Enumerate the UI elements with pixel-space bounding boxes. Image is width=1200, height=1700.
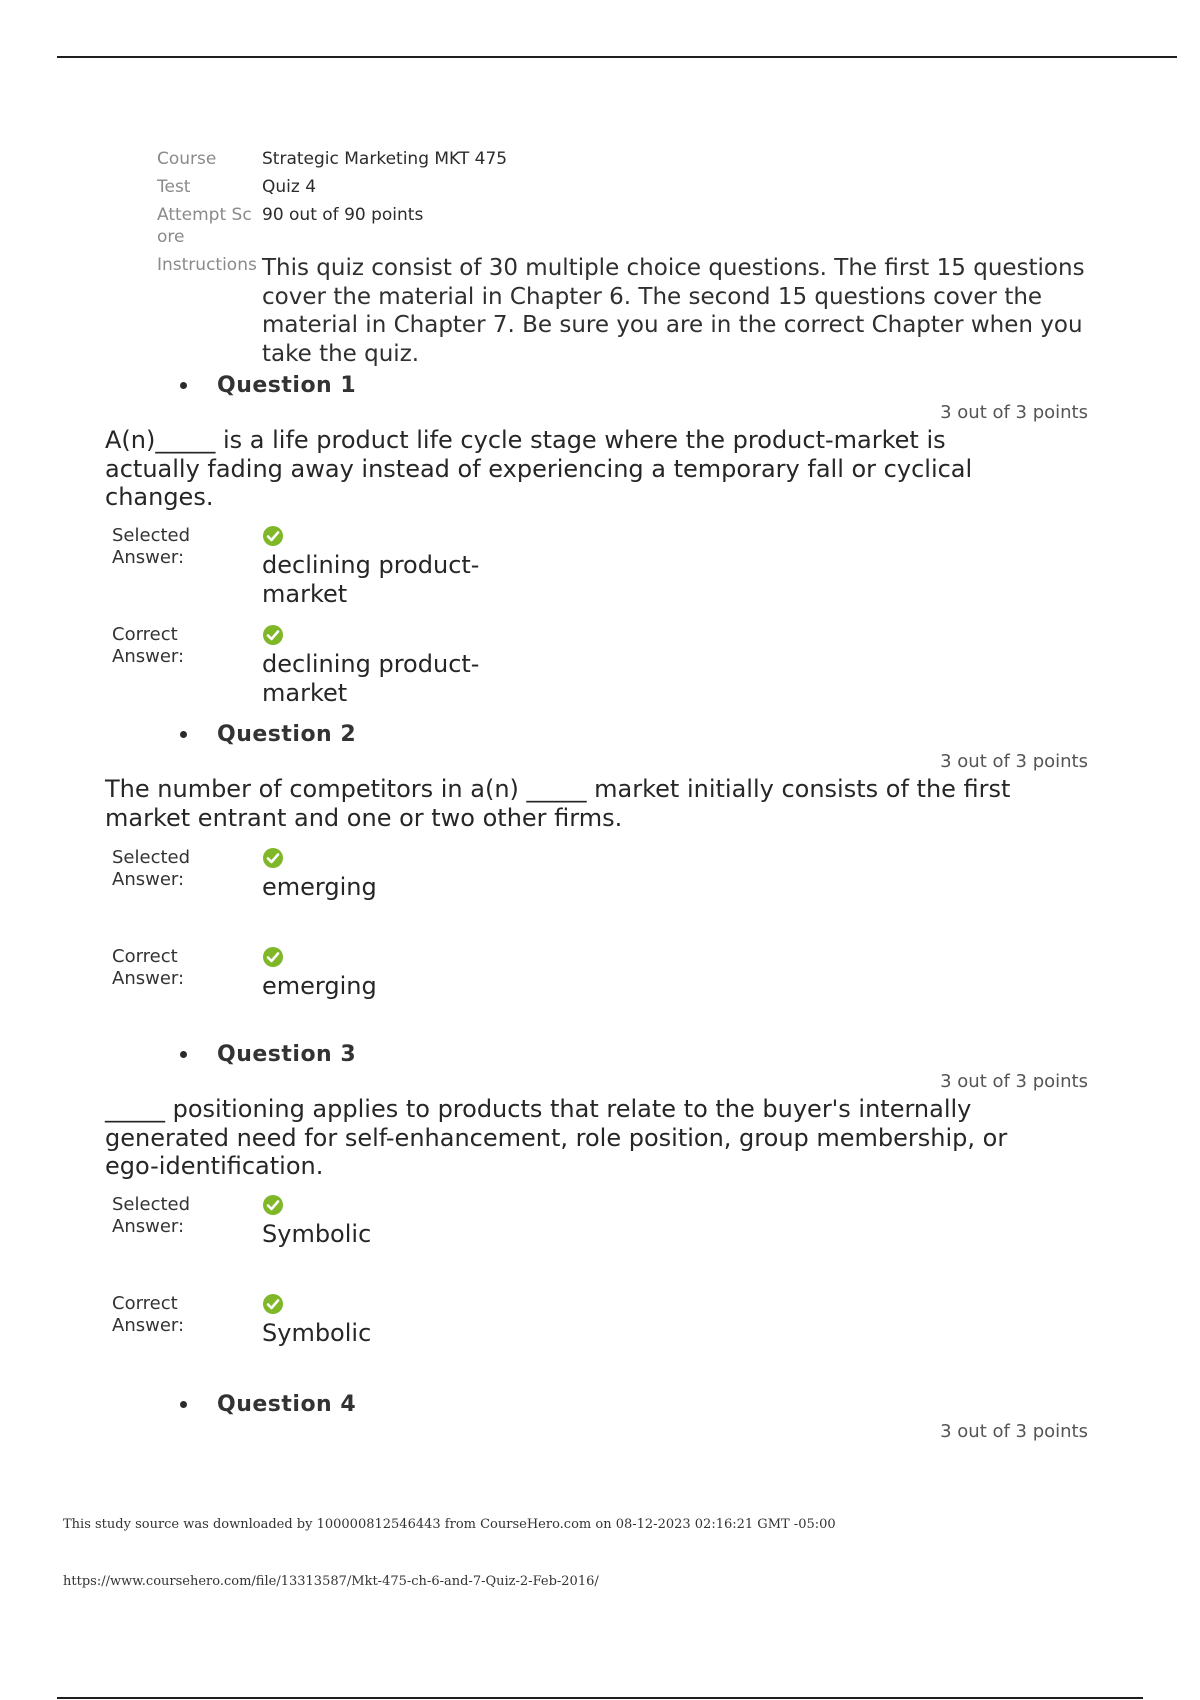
- question-points: 3 out of 3 points: [940, 1071, 1088, 1092]
- question-title: Question 4: [217, 1391, 357, 1417]
- score-row: [157, 204, 1097, 254]
- course-label: Course: [157, 149, 217, 169]
- correct-answer-label: Correct Answer:: [112, 946, 185, 989]
- bullet-icon: [180, 731, 187, 738]
- check-circle-icon: [262, 1293, 284, 1315]
- bottom-rule: [57, 1697, 1143, 1699]
- bullet-icon: [180, 382, 187, 389]
- question-text: A(n)_____ is a life product life cycle stage where the product-market is actually fading away instead of experiencing a temporary fall or cyclical changes.: [105, 426, 973, 511]
- question-header: [180, 1389, 356, 1419]
- correct-answer-content: [262, 1293, 372, 1348]
- correct-answer-text: emerging: [262, 972, 377, 1000]
- selected-answer-label: Selected Answer:: [112, 1194, 191, 1237]
- check-circle-icon: [262, 525, 284, 547]
- selected-answer-content: [262, 1194, 372, 1249]
- score-label: Attempt Score: [157, 205, 252, 247]
- test-label: Test: [157, 177, 191, 197]
- check-circle-icon: [262, 946, 284, 968]
- source-url[interactable]: https://www.coursehero.com/file/13313587/Mkt-475-ch-6-and-7-Quiz-2-Feb-2016/: [63, 1574, 599, 1589]
- top-rule: [57, 56, 1177, 58]
- check-circle-icon: [262, 624, 284, 646]
- score-value: 90 out of 90 points: [262, 205, 424, 225]
- selected-answer-text: emerging: [262, 873, 377, 901]
- question-header: [180, 1039, 356, 1069]
- course-row: [157, 148, 1097, 176]
- check-circle-icon: [262, 1194, 284, 1216]
- test-value: Quiz 4: [262, 177, 317, 197]
- question-text: _____ positioning applies to products that relate to the buyer's internally generated need for self-enhancement, role position, group membership, or ego-identification.: [105, 1095, 1008, 1180]
- instructions-label: Instructions: [157, 255, 257, 275]
- correct-answer-text: declining product-market: [262, 650, 480, 707]
- test-row: [157, 176, 1097, 204]
- question-text: The number of competitors in a(n) _____ market initially consists of the first market entrant and one or two other firms.: [105, 775, 1011, 832]
- question-points: 3 out of 3 points: [940, 402, 1088, 423]
- instructions-text: This quiz consist of 30 multiple choice questions. The first 15 questions cover the material in Chapter 6. The second 15 questions cover the material in Chapter 7. Be sure you are in the correct Chapter when you take the quiz.: [262, 255, 1085, 367]
- question-points: 3 out of 3 points: [940, 751, 1088, 772]
- correct-answer-label: Correct Answer:: [112, 624, 185, 667]
- selected-answer-text: declining product-market: [262, 551, 480, 608]
- question-title: Question 1: [217, 372, 357, 398]
- selected-answer-label: Selected Answer:: [112, 847, 191, 890]
- selected-answer-label: Selected Answer:: [112, 525, 191, 568]
- instructions-row: [157, 254, 1097, 368]
- selected-answer-content: [262, 847, 377, 902]
- bullet-icon: [180, 1401, 187, 1408]
- question-header: [180, 719, 356, 749]
- bullet-icon: [180, 1051, 187, 1058]
- download-source-note: This study source was downloaded by 100000812546443 from CourseHero.com on 08-12-2023 02:16:21 GMT -05:00: [63, 1517, 836, 1532]
- course-value: Strategic Marketing MKT 475: [262, 149, 508, 169]
- correct-answer-text: Symbolic: [262, 1319, 372, 1347]
- selected-answer-content: [262, 525, 492, 608]
- attempt-summary: [157, 148, 1097, 368]
- correct-answer-content: [262, 946, 377, 1001]
- correct-answer-label: Correct Answer:: [112, 1293, 185, 1336]
- question-title: Question 3: [217, 1041, 357, 1067]
- question-points: 3 out of 3 points: [940, 1421, 1088, 1442]
- correct-answer-content: [262, 624, 492, 707]
- check-circle-icon: [262, 847, 284, 869]
- question-header: [180, 370, 356, 400]
- question-title: Question 2: [217, 721, 357, 747]
- selected-answer-text: Symbolic: [262, 1220, 372, 1248]
